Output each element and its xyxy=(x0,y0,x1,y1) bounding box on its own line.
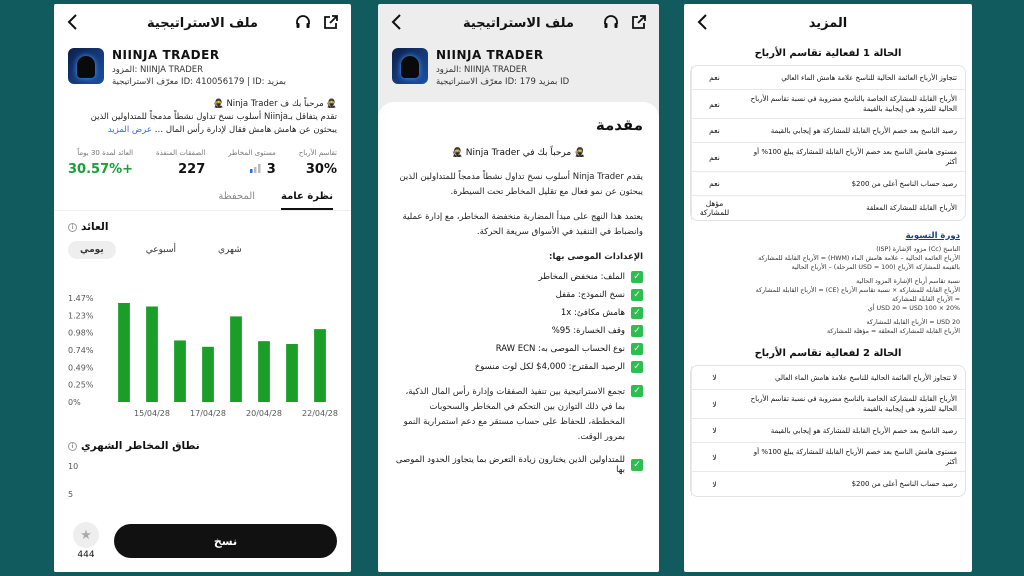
cycle-line: USD 20 = USD 100 × 20% أي xyxy=(867,305,960,312)
tab-bar xyxy=(54,177,351,211)
stat-label: تقاسم الأرباح xyxy=(298,149,337,157)
y-tick-label: 0.25% xyxy=(68,380,94,390)
favorite-control[interactable] xyxy=(68,522,104,560)
condition-result: لا xyxy=(691,366,737,389)
header xyxy=(54,4,351,42)
setting-text: الملف: منخفض المخاطر xyxy=(538,272,625,282)
condition-result: لا xyxy=(691,443,737,471)
summary-item xyxy=(394,385,643,445)
y-tick-label: 0% xyxy=(68,398,81,407)
checkmark-icon: ✓ xyxy=(631,271,643,283)
table-row xyxy=(691,443,965,472)
strategy-profile-screen xyxy=(54,4,351,572)
show-more-link[interactable]: عرض المزيد xyxy=(107,125,152,135)
setting-item xyxy=(394,307,643,319)
provider-logo xyxy=(68,48,104,84)
info-icon[interactable]: i xyxy=(68,442,77,451)
table-row xyxy=(691,66,965,90)
intro-paragraph: يقدم Ninja Trader أسلوب نسخ تداول نشطاً مدمجاً للمتداولين الذين يبحثون عن نمو فعال مع تقليل المخاطر تحت السيطرة. xyxy=(399,172,643,197)
y-tick-label: 1.47% xyxy=(68,294,94,303)
x-tick-label: 15/04/28 xyxy=(134,409,170,418)
checkmark-icon: ✓ xyxy=(631,361,643,373)
copy-button[interactable]: نسخ xyxy=(114,524,337,558)
table-row xyxy=(691,172,965,196)
bar xyxy=(174,340,186,402)
headset-icon[interactable] xyxy=(603,14,619,30)
case2-title: الحالة 2 لفعالية تقاسم الأرباح xyxy=(754,348,902,359)
stat-label: العائد لمدة 30 يوماً xyxy=(77,149,134,157)
intro-sheet xyxy=(378,102,659,572)
condition-text: تتجاوز الأرباح العائمة الحالية للناسخ علامة هامش الماء العالي xyxy=(781,73,957,82)
case2-table xyxy=(690,365,966,497)
condition-result: لا xyxy=(691,390,737,418)
stat-value: 30% xyxy=(305,162,337,177)
risk-range-chart xyxy=(66,456,340,516)
stats-row xyxy=(54,141,351,177)
x-tick-label: 22/04/28 xyxy=(302,409,338,418)
stat-trades xyxy=(156,149,205,177)
provider-logo xyxy=(392,48,428,84)
bar xyxy=(202,347,214,402)
condition-text: مستوى هامش الناسخ بعد خصم الأرباح القابلة للمشاركة يبلغ 100% أو أكثر xyxy=(753,448,957,466)
x-tick-label: 17/04/28 xyxy=(190,409,226,418)
condition-result: نعم xyxy=(691,90,737,118)
period-monthly[interactable]: شهري xyxy=(217,245,242,255)
header-actions xyxy=(603,14,647,30)
returns-bar-chart xyxy=(66,290,340,424)
condition-result: لا xyxy=(691,419,737,442)
page-title: ملف الاستراتيجية xyxy=(147,15,258,31)
condition-text: رصيد الناسخ بعد خصم الأرباح القابلة للمشاركة هو إيجابي بالقيمة xyxy=(770,126,957,135)
setting-text: الرصيد المقترح: 4,000$ لكل لوت منسوخ xyxy=(474,362,625,372)
tab-portfolio[interactable]: المحفظة xyxy=(218,191,256,202)
cycle-line: بالقيمة للمشاركة الأرباح (USD = 100 المرحلة) – الأرباح الحالية xyxy=(791,264,960,271)
sheet-title: مقدمة xyxy=(595,116,643,134)
y-tick-label: 10 xyxy=(68,462,79,471)
period-weekly[interactable]: أسبوعي xyxy=(145,245,176,255)
condition-text: الأرباح القابلة للمشاركة المعلقة xyxy=(866,204,957,212)
condition-text: مستوى هامش الناسخ بعد خصم الأرباح القابلة للمشاركة يبلغ 100% أو أكثر xyxy=(753,148,957,166)
condition-result: نعم xyxy=(691,172,737,195)
bar xyxy=(146,306,158,402)
strategy-intro-screen xyxy=(378,4,659,572)
back-arrow-icon[interactable] xyxy=(390,12,404,32)
table-row xyxy=(691,143,965,172)
checkmark-icon: ✓ xyxy=(631,385,643,397)
condition-result: نعم xyxy=(691,66,737,89)
checkmark-icon: ✓ xyxy=(631,459,643,471)
page-title: المزيد xyxy=(808,15,848,31)
header xyxy=(378,4,659,42)
setting-item xyxy=(394,325,643,337)
cycle-line: الأرباح القابلة للمشاركة المعلقة = مؤهلة للمشاركة xyxy=(827,328,960,335)
setting-item xyxy=(394,289,643,301)
more-details-screen xyxy=(684,4,972,572)
table-row xyxy=(691,419,965,443)
condition-result: نعم xyxy=(691,119,737,142)
checkmark-icon: ✓ xyxy=(631,289,643,301)
y-tick-label: 0.98% xyxy=(68,328,94,338)
provider-name: NIINJA TRADER xyxy=(436,48,544,62)
condition-text: رصيد حساب الناسخ أعلى من 200$ xyxy=(851,480,957,488)
provider-name: NIINJA TRADER xyxy=(112,48,220,62)
header xyxy=(684,4,972,42)
table-row xyxy=(691,119,965,143)
page-title: ملف الاستراتيجية xyxy=(463,15,574,31)
provider-label[interactable]: المزود: NIINJA TRADER xyxy=(112,65,204,75)
setting-text: نسخ النموذج: مقفل xyxy=(555,290,625,300)
setting-item xyxy=(394,271,643,283)
strategy-id: معرّف الاستراتيجية ID: 410056179 | ID: بمزيد xyxy=(112,77,287,87)
stat-value xyxy=(228,162,276,177)
condition-result: نعم xyxy=(691,143,737,171)
cycle-line: نسبة تقاسم أرباح الإشارة المزود الحالية xyxy=(856,278,960,285)
settings-title: الإعدادات الموصى بها: xyxy=(549,252,643,262)
bar xyxy=(258,341,270,402)
condition-result: مؤهل للمشاركة xyxy=(691,196,737,220)
bar xyxy=(118,303,130,402)
risk-number: 3 xyxy=(266,162,276,177)
condition-text: الأرباح القابلة للمشاركة الخاصة بالناسخ مضروبة في نسبة تقاسم الأرباح الحالية للمزود هي إيجابية بالقيمة xyxy=(750,95,957,113)
checkmark-icon: ✓ xyxy=(631,343,643,355)
provider-info xyxy=(378,42,659,94)
condition-text: لا تتجاوز الأرباح العائمة الحالية للناسخ علامة هامش الماء العالي xyxy=(774,373,957,382)
cycle-line: الأرباح القابلة للمشاركة × نسبة تقاسم الأرباح (CE) = الأرباح القابلة للمشاركة xyxy=(755,287,960,294)
stat-value: 227 xyxy=(178,162,206,177)
bar xyxy=(230,316,242,402)
checkmark-icon: ✓ xyxy=(631,307,643,319)
share-icon[interactable] xyxy=(323,14,339,30)
stat-risk-level xyxy=(228,149,276,177)
condition-text: رصيد الناسخ بعد خصم الأرباح القابلة للمشاركة هو إيجابي بالقيمة xyxy=(770,426,957,435)
y-tick-label: 5 xyxy=(68,490,74,499)
stat-label: مستوى المخاطر xyxy=(228,149,276,157)
stat-value: +30.57% xyxy=(68,162,134,177)
cycle-lines xyxy=(696,245,960,336)
exposure-text: للمتداولين الذين يختارون زيادة التعرض بما يتجاوز الحدود الموصى بها xyxy=(395,455,625,475)
returns-heading xyxy=(54,211,351,233)
approach-paragraph: يعتمد هذا النهج على مبدأ المضاربة منخفضة المخاطر، مع إدارة عملية وانضباط في التنفيذ في الأسواق سريعة الحركة. xyxy=(402,212,643,237)
risk-title: نطاق المخاطر الشهري xyxy=(81,440,200,452)
summary-text: تجمع الاستراتيجية بين تنفيذ الصفقات وإدارة رأس المال الذكية، بما في ذلك التوازن بين التحكم في المخاطر والسحوبات المخططة، للحفاظ على حساب مستقر مع دعم استمرارية النمو بمرور الوقت. xyxy=(403,387,625,442)
greeting: 🥷 مرحباً بك في Ninja Trader 🥷 xyxy=(451,148,586,158)
y-tick-label: 0.49% xyxy=(68,363,94,373)
checkmark-icon: ✓ xyxy=(631,325,643,337)
cycle-line: الناسخ (C‎c) مزود الإشارة (ISP) xyxy=(876,246,960,253)
setting-text: نوع الحساب الموصى به: RAW ECN xyxy=(495,344,625,354)
case1-title: الحالة 1 لفعالية تقاسم الأرباح xyxy=(754,48,902,59)
x-tick-label: 20/04/28 xyxy=(246,409,282,418)
settlement-cycle xyxy=(684,225,972,342)
stat-30d-return xyxy=(68,149,133,177)
bottom-action-bar xyxy=(54,510,351,572)
condition-text: الأرباح القابلة للمشاركة الخاصة بالناسخ مضروبة في نسبة تقاسم الأرباح الحالية للمزود هي إيجابية بالقيمة xyxy=(750,395,957,413)
tab-overview[interactable]: نظرة عامة xyxy=(281,191,333,210)
intro-greeting: 🥷 مرحباً بك ف Ninja Trader 🥷 xyxy=(213,99,337,109)
header-actions xyxy=(295,14,339,30)
condition-text: رصيد حساب الناسخ أعلى من 200$ xyxy=(851,179,957,188)
cycle-line: USD 20 = الأرباح القابلة للمشاركة xyxy=(866,319,960,326)
info-icon[interactable]: i xyxy=(68,223,77,232)
provider-info xyxy=(54,42,351,94)
setting-text: وقف الخسارة: 95% xyxy=(551,326,625,336)
intro-text xyxy=(54,94,351,141)
stat-label: الصفقات المنفذة xyxy=(155,149,206,157)
favorite-count: 444 xyxy=(77,550,95,560)
bar xyxy=(286,344,298,402)
condition-result: لا xyxy=(691,472,737,496)
table-row xyxy=(691,196,965,220)
setting-text: هامش مكافئ: 1x xyxy=(560,308,625,318)
back-arrow-icon[interactable] xyxy=(696,12,710,32)
intro-body: تقدم يتفاقل بـNiinja أسلوب نسخ تداول نشطاً مدمجاً للمتداولين الذين يبحثون عن هامش هامش فقال لإدارة رأس المال … xyxy=(90,112,337,135)
period-selector xyxy=(54,233,351,259)
exposure-item xyxy=(394,455,643,475)
setting-item xyxy=(394,361,643,373)
returns-title: العائد xyxy=(81,221,109,233)
y-tick-label: 1.23% xyxy=(68,311,94,321)
signal-bars-icon xyxy=(250,163,262,173)
provider-label[interactable]: المزود: NIINJA TRADER xyxy=(436,65,528,75)
share-icon[interactable] xyxy=(631,14,647,30)
star-icon[interactable]: ★ xyxy=(73,522,99,548)
stat-profit-share xyxy=(299,149,337,177)
table-row xyxy=(691,472,965,496)
risk-heading xyxy=(54,430,351,452)
table-row xyxy=(691,366,965,390)
cycle-title: دورة التسوية xyxy=(905,231,960,241)
cycle-line: = الأرباح القابلة للمشاركة xyxy=(892,296,960,303)
headset-icon[interactable] xyxy=(295,14,311,30)
back-arrow-icon[interactable] xyxy=(66,12,80,32)
settings-list xyxy=(394,271,643,373)
period-daily[interactable]: يومي xyxy=(68,241,116,259)
case1-table xyxy=(690,65,966,221)
cycle-line: الأرباح العائمة الحالية – علامة هامش الماء (HWM) = الأرباح القابلة للمشاركة xyxy=(758,255,960,262)
table-row xyxy=(691,90,965,119)
setting-item xyxy=(394,343,643,355)
y-tick-label: 0.74% xyxy=(68,346,94,355)
table-row xyxy=(691,390,965,419)
bar xyxy=(314,329,326,402)
strategy-id: معرّف الاستراتيجية ID: بمزيد 179 ID xyxy=(436,77,570,87)
